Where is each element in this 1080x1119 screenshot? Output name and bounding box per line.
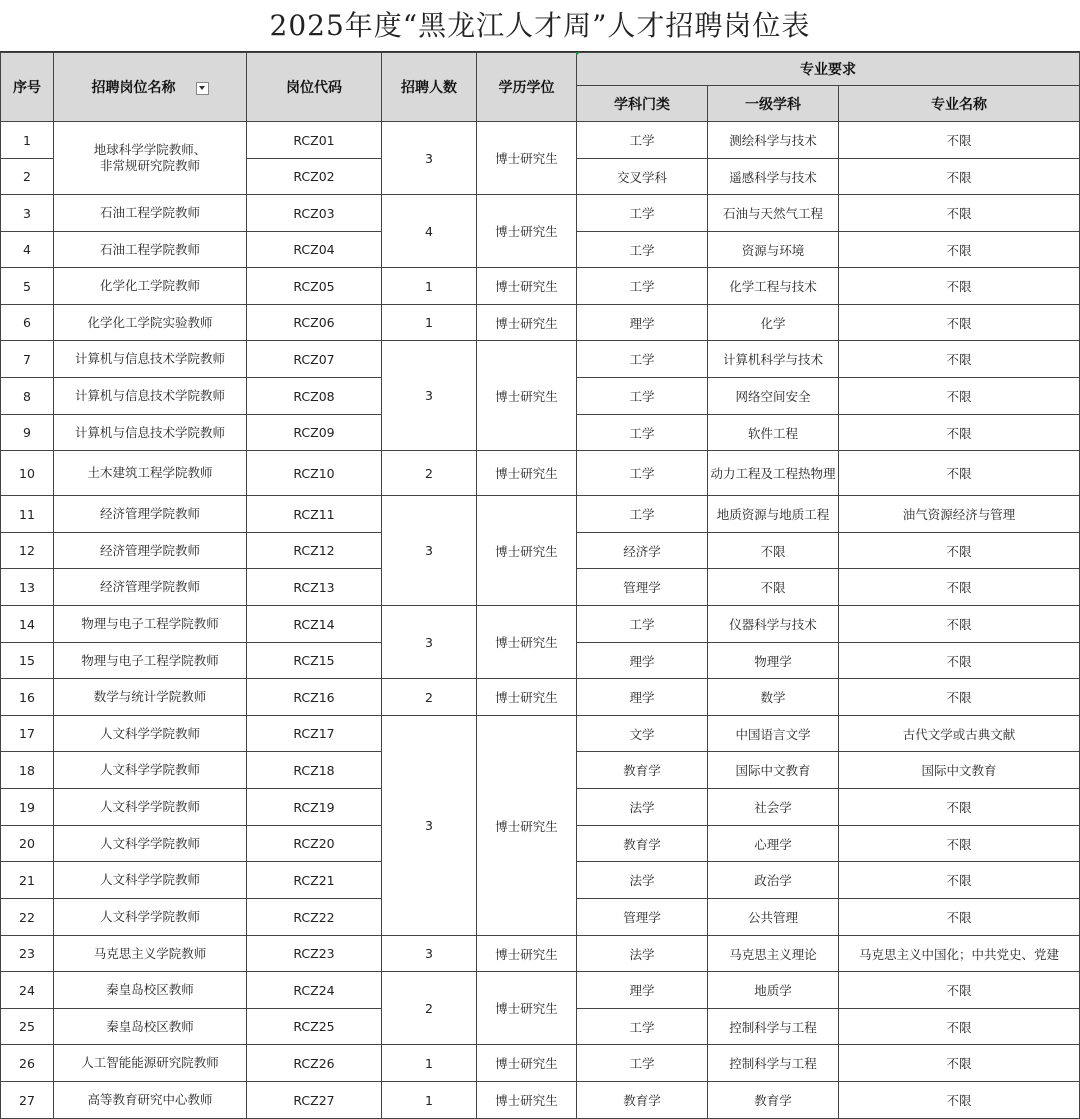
cell-seq[interactable]: 8 [1,378,54,415]
header-first-level: 一级学科 [708,86,839,122]
cell-position-name[interactable]: 计算机与信息技术学院教师 [54,341,247,378]
cell-position-code[interactable]: RCZ24 [247,972,382,1009]
header-seq: 序号 [1,53,54,122]
cell-category[interactable]: 理学 [577,305,708,341]
table-row [1,606,1080,643]
cell-seq[interactable]: 18 [1,752,54,789]
cell-first-level[interactable]: 中国语言文学 [708,716,839,752]
cell-position-code[interactable]: RCZ18 [247,752,382,789]
table-row [1,1045,1080,1082]
table-row [1,451,1080,496]
cell-position-name[interactable]: 地球科学学院教师、 非常规研究院教师 [54,122,247,195]
cell-major-name[interactable]: 不限 [839,122,1080,159]
recruitment-table [0,52,1080,1119]
cell-major-name[interactable]: 古代文学或古典文献 [839,716,1080,752]
cell-position-code[interactable]: RCZ12 [247,533,382,569]
cell-position-name[interactable]: 经济管理学院教师 [54,496,247,533]
cell-position-code[interactable]: RCZ23 [247,936,382,972]
cell-category[interactable]: 教育学 [577,1082,708,1119]
cell-first-level[interactable]: 资源与环境 [708,232,839,268]
cell-degree[interactable]: 博士研究生 [477,341,577,451]
cell-first-level[interactable]: 数学 [708,679,839,716]
cell-count[interactable]: 3 [382,936,477,972]
cell-seq[interactable]: 15 [1,643,54,679]
cell-position-name[interactable]: 化学化工学院教师 [54,268,247,305]
cell-category[interactable]: 管理学 [577,569,708,606]
cell-category[interactable]: 工学 [577,1045,708,1082]
cell-position-code[interactable]: RCZ14 [247,606,382,643]
cell-seq[interactable]: 7 [1,341,54,378]
cell-major-name[interactable]: 不限 [839,1082,1080,1119]
cell-position-code[interactable]: RCZ17 [247,716,382,752]
cell-seq[interactable]: 20 [1,826,54,862]
cell-major-name[interactable]: 马克思主义中国化；中共党史、党建 [839,936,1080,972]
cell-position-code[interactable]: RCZ16 [247,679,382,716]
cell-position-name[interactable]: 人文科学学院教师 [54,899,247,936]
cell-degree[interactable]: 博士研究生 [477,936,577,972]
cell-position-name[interactable]: 数学与统计学院教师 [54,679,247,716]
cell-major-name[interactable]: 国际中文教育 [839,752,1080,789]
cell-seq[interactable]: 19 [1,789,54,826]
cell-category[interactable]: 经济学 [577,533,708,569]
cell-position-code[interactable]: RCZ27 [247,1082,382,1119]
cell-degree[interactable]: 博士研究生 [477,122,577,195]
cell-major-name[interactable]: 不限 [839,415,1080,451]
cell-first-level[interactable]: 计算机科学与技术 [708,341,839,378]
header-count: 招聘人数 [382,53,477,122]
cell-position-name[interactable]: 马克思主义学院教师 [54,936,247,972]
cell-count[interactable]: 1 [382,1082,477,1119]
cell-category[interactable]: 工学 [577,341,708,378]
cell-major-name[interactable]: 不限 [839,378,1080,415]
cell-category[interactable]: 理学 [577,679,708,716]
cell-category[interactable]: 工学 [577,378,708,415]
cell-position-code[interactable]: RCZ19 [247,789,382,826]
cell-category[interactable]: 理学 [577,972,708,1009]
cell-category[interactable]: 工学 [577,1009,708,1045]
cell-seq[interactable]: 9 [1,415,54,451]
cell-major-name[interactable]: 不限 [839,305,1080,341]
cell-position-name[interactable]: 计算机与信息技术学院教师 [54,378,247,415]
cell-count[interactable]: 2 [382,972,477,1045]
cell-seq[interactable]: 12 [1,533,54,569]
cell-count[interactable]: 3 [382,122,477,195]
cell-position-name[interactable]: 经济管理学院教师 [54,533,247,569]
cell-position-code[interactable]: RCZ03 [247,195,382,232]
cell-position-code[interactable]: RCZ04 [247,232,382,268]
cell-first-level[interactable]: 不限 [708,533,839,569]
cell-degree[interactable]: 博士研究生 [477,305,577,341]
cell-position-name[interactable]: 物理与电子工程学院教师 [54,606,247,643]
cell-seq[interactable]: 2 [1,159,54,195]
cell-position-code[interactable]: RCZ11 [247,496,382,533]
table-row [1,679,1080,716]
cell-first-level[interactable]: 化学 [708,305,839,341]
header-name-label: 招聘岗位名称 [91,80,176,96]
cell-category[interactable]: 工学 [577,415,708,451]
cell-seq[interactable]: 27 [1,1082,54,1119]
cell-first-level[interactable]: 测绘科学与技术 [708,122,839,159]
cell-position-name[interactable]: 土木建筑工程学院教师 [54,451,247,496]
cell-position-code[interactable]: RCZ05 [247,268,382,305]
table-row [1,122,1080,159]
cell-position-name[interactable]: 秦皇岛校区教师 [54,972,247,1009]
cell-first-level[interactable]: 心理学 [708,826,839,862]
cell-first-level[interactable]: 地质学 [708,972,839,1009]
cell-seq[interactable]: 3 [1,195,54,232]
cell-major-name[interactable]: 不限 [839,899,1080,936]
cell-position-code[interactable]: RCZ07 [247,341,382,378]
table-row [1,936,1080,972]
cell-category[interactable]: 工学 [577,606,708,643]
cell-category[interactable]: 教育学 [577,826,708,862]
table-row [1,305,1080,341]
cell-seq[interactable]: 10 [1,451,54,496]
cell-first-level[interactable]: 不限 [708,569,839,606]
cell-position-code[interactable]: RCZ08 [247,378,382,415]
cell-major-name[interactable]: 不限 [839,195,1080,232]
cell-first-level[interactable]: 社会学 [708,789,839,826]
header-major-name: 专业名称 [839,86,1080,122]
cell-position-code[interactable]: RCZ09 [247,415,382,451]
cell-seq[interactable]: 24 [1,972,54,1009]
cell-position-code[interactable]: RCZ26 [247,1045,382,1082]
cell-degree[interactable]: 博士研究生 [477,716,577,936]
cell-seq[interactable]: 16 [1,679,54,716]
cell-position-name[interactable]: 人文科学学院教师 [54,752,247,789]
cell-first-level[interactable]: 网络空间安全 [708,378,839,415]
cell-first-level[interactable]: 遥感科学与技术 [708,159,839,195]
cell-seq[interactable]: 25 [1,1009,54,1045]
cell-count[interactable]: 3 [382,341,477,451]
filter-dropdown-icon[interactable] [196,82,209,95]
cell-count[interactable]: 2 [382,679,477,716]
cell-first-level[interactable]: 控制科学与工程 [708,1009,839,1045]
cell-count[interactable]: 2 [382,451,477,496]
cell-degree[interactable]: 博士研究生 [477,679,577,716]
cell-degree[interactable]: 博士研究生 [477,972,577,1045]
cell-count[interactable]: 3 [382,606,477,679]
cell-first-level[interactable]: 地质资源与地质工程 [708,496,839,533]
cell-seq[interactable]: 6 [1,305,54,341]
page-title: 2025年度“黑龙江人才周”人才招聘岗位表 [269,9,811,42]
cell-position-code[interactable]: RCZ10 [247,451,382,496]
cell-major-name[interactable]: 不限 [839,159,1080,195]
cell-major-name[interactable]: 不限 [839,268,1080,305]
cell-degree[interactable]: 博士研究生 [477,268,577,305]
cell-degree[interactable]: 博士研究生 [477,606,577,679]
cell-position-name[interactable]: 物理与电子工程学院教师 [54,643,247,679]
cell-seq[interactable]: 1 [1,122,54,159]
cell-major-name[interactable]: 不限 [839,451,1080,496]
cell-position-name[interactable]: 高等教育研究中心教师 [54,1082,247,1119]
table-row [1,268,1080,305]
cell-seq[interactable]: 17 [1,716,54,752]
header-category: 学科门类 [577,86,708,122]
cell-position-code[interactable]: RCZ01 [247,122,382,159]
table-row [1,716,1080,752]
cell-degree[interactable]: 博士研究生 [477,1045,577,1082]
cell-note-marker [576,52,580,56]
cell-category[interactable]: 工学 [577,122,708,159]
cell-category[interactable]: 工学 [577,451,708,496]
cell-seq[interactable]: 13 [1,569,54,606]
cell-position-name[interactable]: 秦皇岛校区教师 [54,1009,247,1045]
cell-category[interactable]: 工学 [577,195,708,232]
cell-category[interactable]: 法学 [577,862,708,899]
cell-major-name[interactable]: 不限 [839,569,1080,606]
cell-position-name[interactable]: 石油工程学院教师 [54,232,247,268]
table-row [1,496,1080,533]
header-degree: 学历学位 [477,53,577,122]
cell-first-level[interactable]: 物理学 [708,643,839,679]
cell-position-name[interactable]: 计算机与信息技术学院教师 [54,415,247,451]
cell-first-level[interactable]: 马克思主义理论 [708,936,839,972]
cell-major-name[interactable]: 不限 [839,972,1080,1009]
cell-major-name[interactable]: 不限 [839,1009,1080,1045]
cell-category[interactable]: 交叉学科 [577,159,708,195]
cell-seq[interactable]: 22 [1,899,54,936]
cell-count[interactable]: 1 [382,305,477,341]
cell-first-level[interactable]: 政治学 [708,862,839,899]
cell-seq[interactable]: 4 [1,232,54,268]
cell-first-level[interactable]: 控制科学与工程 [708,1045,839,1082]
cell-degree[interactable]: 博士研究生 [477,451,577,496]
cell-major-name[interactable]: 不限 [839,232,1080,268]
cell-count[interactable]: 3 [382,716,477,936]
cell-position-name[interactable]: 人工智能能源研究院教师 [54,1045,247,1082]
cell-major-name[interactable]: 不限 [839,679,1080,716]
cell-degree[interactable]: 博士研究生 [477,195,577,268]
cell-major-name[interactable]: 不限 [839,606,1080,643]
cell-first-level[interactable]: 教育学 [708,1082,839,1119]
cell-category[interactable]: 工学 [577,232,708,268]
cell-position-code[interactable]: RCZ13 [247,569,382,606]
cell-first-level[interactable]: 动力工程及工程热物理 [708,451,839,496]
cell-category[interactable]: 理学 [577,643,708,679]
cell-count[interactable]: 1 [382,268,477,305]
cell-major-name[interactable]: 不限 [839,862,1080,899]
cell-major-name[interactable]: 不限 [839,643,1080,679]
cell-category[interactable]: 文学 [577,716,708,752]
cell-position-code[interactable]: RCZ21 [247,862,382,899]
cell-degree[interactable]: 博士研究生 [477,1082,577,1119]
cell-position-name[interactable]: 经济管理学院教师 [54,569,247,606]
header-major-requirements: 专业要求 [577,53,1080,86]
cell-position-name[interactable]: 人文科学学院教师 [54,862,247,899]
cell-position-code[interactable]: RCZ22 [247,899,382,936]
cell-position-name[interactable]: 人文科学学院教师 [54,716,247,752]
table-row [1,195,1080,232]
cell-first-level[interactable]: 仪器科学与技术 [708,606,839,643]
cell-major-name[interactable]: 不限 [839,789,1080,826]
cell-seq[interactable]: 11 [1,496,54,533]
cell-position-code[interactable]: RCZ15 [247,643,382,679]
cell-position-code[interactable]: RCZ06 [247,305,382,341]
cell-position-code[interactable]: RCZ25 [247,1009,382,1045]
cell-count[interactable]: 4 [382,195,477,268]
cell-position-name[interactable]: 石油工程学院教师 [54,195,247,232]
cell-first-level[interactable]: 软件工程 [708,415,839,451]
cell-first-level[interactable]: 石油与天然气工程 [708,195,839,232]
cell-first-level[interactable]: 公共管理 [708,899,839,936]
cell-major-name[interactable]: 不限 [839,826,1080,862]
cell-count[interactable]: 1 [382,1045,477,1082]
cell-seq[interactable]: 14 [1,606,54,643]
cell-major-name[interactable]: 不限 [839,533,1080,569]
cell-position-code[interactable]: RCZ20 [247,826,382,862]
cell-seq[interactable]: 21 [1,862,54,899]
cell-major-name[interactable]: 不限 [839,1045,1080,1082]
cell-category[interactable]: 法学 [577,789,708,826]
cell-position-name[interactable]: 人文科学学院教师 [54,826,247,862]
cell-position-name[interactable]: 人文科学学院教师 [54,789,247,826]
table-row [1,1082,1080,1119]
cell-major-name[interactable]: 不限 [839,341,1080,378]
cell-seq[interactable]: 26 [1,1045,54,1082]
table-row [1,341,1080,378]
cell-first-level[interactable]: 化学工程与技术 [708,268,839,305]
cell-category[interactable]: 法学 [577,936,708,972]
cell-seq[interactable]: 5 [1,268,54,305]
header-name[interactable] [54,53,247,122]
header-code: 岗位代码 [247,53,382,122]
cell-count[interactable]: 3 [382,496,477,606]
cell-position-code[interactable]: RCZ02 [247,159,382,195]
cell-major-name[interactable]: 油气资源经济与管理 [839,496,1080,533]
cell-category[interactable]: 工学 [577,496,708,533]
cell-degree[interactable]: 博士研究生 [477,496,577,606]
cell-seq[interactable]: 23 [1,936,54,972]
cell-category[interactable]: 工学 [577,268,708,305]
cell-category[interactable]: 教育学 [577,752,708,789]
cell-category[interactable]: 管理学 [577,899,708,936]
cell-first-level[interactable]: 国际中文教育 [708,752,839,789]
table-row [1,972,1080,1009]
cell-position-name[interactable]: 化学化工学院实验教师 [54,305,247,341]
